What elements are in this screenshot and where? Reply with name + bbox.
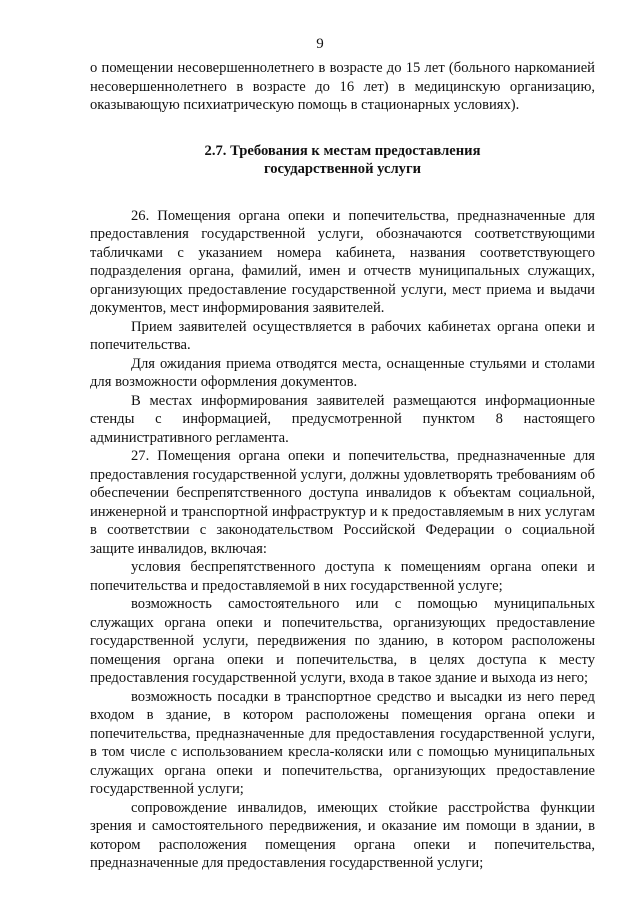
section-heading-line-1: 2.7. Требования к местам предоставления — [204, 142, 481, 159]
paragraph-waiting-area: Для ожидания приема отводятся места, оснащенные стульями и столами для возможности оформления документов. — [90, 355, 595, 390]
paragraph-reception: Прием заявителей осуществляется в рабочих кабинетах органа опеки и попечительства. — [90, 318, 595, 353]
page-content — [90, 59, 595, 873]
section-heading-line-2: государственной услуги — [263, 161, 422, 177]
continuation-paragraph: о помещении несовершеннолетнего в возрасте до 15 лет (больного наркоманией несовершеннолетнего в возрасте до 16 лет) в медицинскую организацию, оказывающую психиатрическую помощь в стационарных условиях). — [90, 60, 595, 113]
list-item-access-conditions: условия беспрепятственного доступа к помещениям органа опеки и попечительства и предоставляемой в них государственной услуге; — [90, 559, 595, 594]
paragraph-27: 27. Помещения органа опеки и попечительства, предназначенные для предоставления государственной услуги, должны удовлетворять требованиям об обеспечении беспрепятственного доступа инвалидов к объектам социальной, инженерной и транспортной инфраструктур и к предоставляемым в них услугам в соответствии с законодательством Российской Федерации о социальной защите инвалидов, включая: — [90, 448, 595, 557]
paragraph-26: 26. Помещения органа опеки и попечительства, предназначенные для предоставления государственной услуги, обозначаются соответствующими табличками с указанием номера кабинета, названия соответствующего подразделения органа, фамилий, имен и отчеств муниципальных служащих, организующих предоставление государственной услуги, мест приема и выдачи документов, мест информирования заявителей. — [90, 207, 595, 316]
list-item-escort: сопровождение инвалидов, имеющих стойкие расстройства функции зрения и самостоятельного передвижения, и оказание им помощи в здании, в котором расположения помещения органа опеки и попечительства, предназначенные для предоставления государственной услуги; — [90, 799, 595, 871]
paragraph-info-stands: В местах информирования заявителей размещаются информационные стенды с информацией, предусмотренной пунктом 8 настоящего административного регламента. — [90, 392, 595, 446]
list-item-movement: возможность самостоятельного или с помощью муниципальных служащих органа опеки и попечительства, организующих предоставление государственной услуги, передвижения по зданию, в котором расположены помещения органа опеки и попечительства, в целях доступа к месту предоставления государственной услуги, входа в такое здание и выхода из него; — [90, 596, 595, 686]
section-heading — [90, 142, 595, 179]
list-item-transport: возможность посадки в транспортное средство и высадки из него перед входом в здание, в котором расположены помещения органа опеки и попечительства, предназначенные для предоставления государственной услуги, в том числе с использованием кресла-коляски или с помощью муниципальных служащих органа опеки и попечительства, организующих предоставление государственной услуги; — [90, 688, 595, 797]
page-number: 9 — [316, 36, 324, 52]
